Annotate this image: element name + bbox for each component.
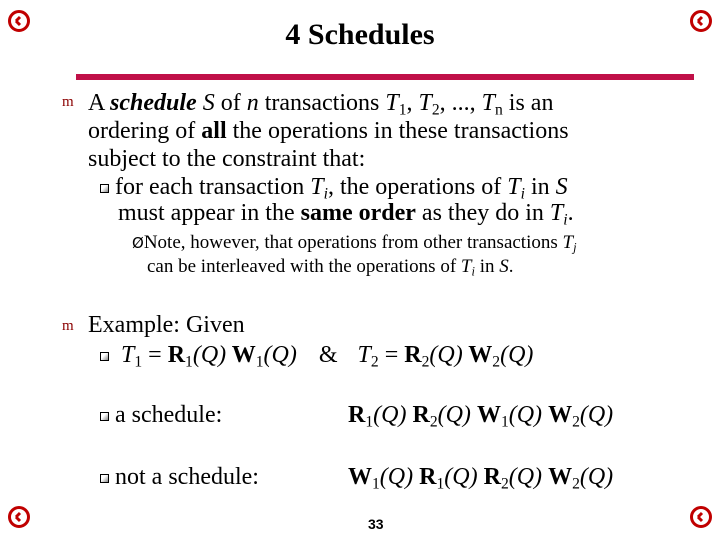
definition-line-2: ordering of all the operations in these transactions — [88, 118, 569, 144]
square-bullet-icon — [100, 352, 109, 361]
title-underline — [76, 74, 694, 80]
schedule-row-label: a schedule: — [100, 402, 222, 428]
schedule-row-ops: $R_1(Q)$ $R_2(Q)$ $W_1(Q)$ $W_2(Q)$ — [348, 402, 614, 431]
slide-title: 4 Schedules — [285, 18, 435, 51]
constraint-line-1: for each transaction $T_i$, the operations of $T_i$ in S — [100, 174, 568, 200]
constraint-line-2: must appear in the same order as they do in $T_i$. — [118, 200, 574, 229]
square-bullet-icon — [100, 474, 109, 483]
note-line-1: ØNote, however, that operations from other transactions $T_j$ — [132, 232, 577, 255]
bullet-icon: m — [62, 318, 74, 334]
definition-line-3: subject to the constraint that: — [88, 146, 366, 172]
bullet-icon: m — [62, 94, 74, 110]
definition-line-1: A schedule S of n transactions $T_1$, $T_2$, ..., $T_n$ is an — [88, 90, 554, 119]
square-bullet-icon — [100, 412, 109, 421]
circle-arrow-icon — [690, 506, 712, 528]
note-line-2: can be interleaved with the operations of $T_i$ in S. — [147, 256, 514, 279]
page-number: 33 — [368, 516, 384, 532]
circle-arrow-icon — [8, 506, 30, 528]
square-bullet-icon — [100, 184, 109, 193]
arrow-bullet-icon: Ø — [132, 234, 144, 252]
example-label: Example: Given — [88, 312, 245, 338]
example-given-equation: $T_1 = R_1(Q)$ $W_1(Q)$ & $T_2 = R_2(Q)$ $W_2(Q)$ — [100, 342, 533, 368]
non-schedule-row-label: not a schedule: — [100, 464, 259, 490]
non-schedule-row-ops: $W_1(Q)$ $R_1(Q)$ $R_2(Q)$ $W_2(Q)$ — [348, 464, 614, 493]
